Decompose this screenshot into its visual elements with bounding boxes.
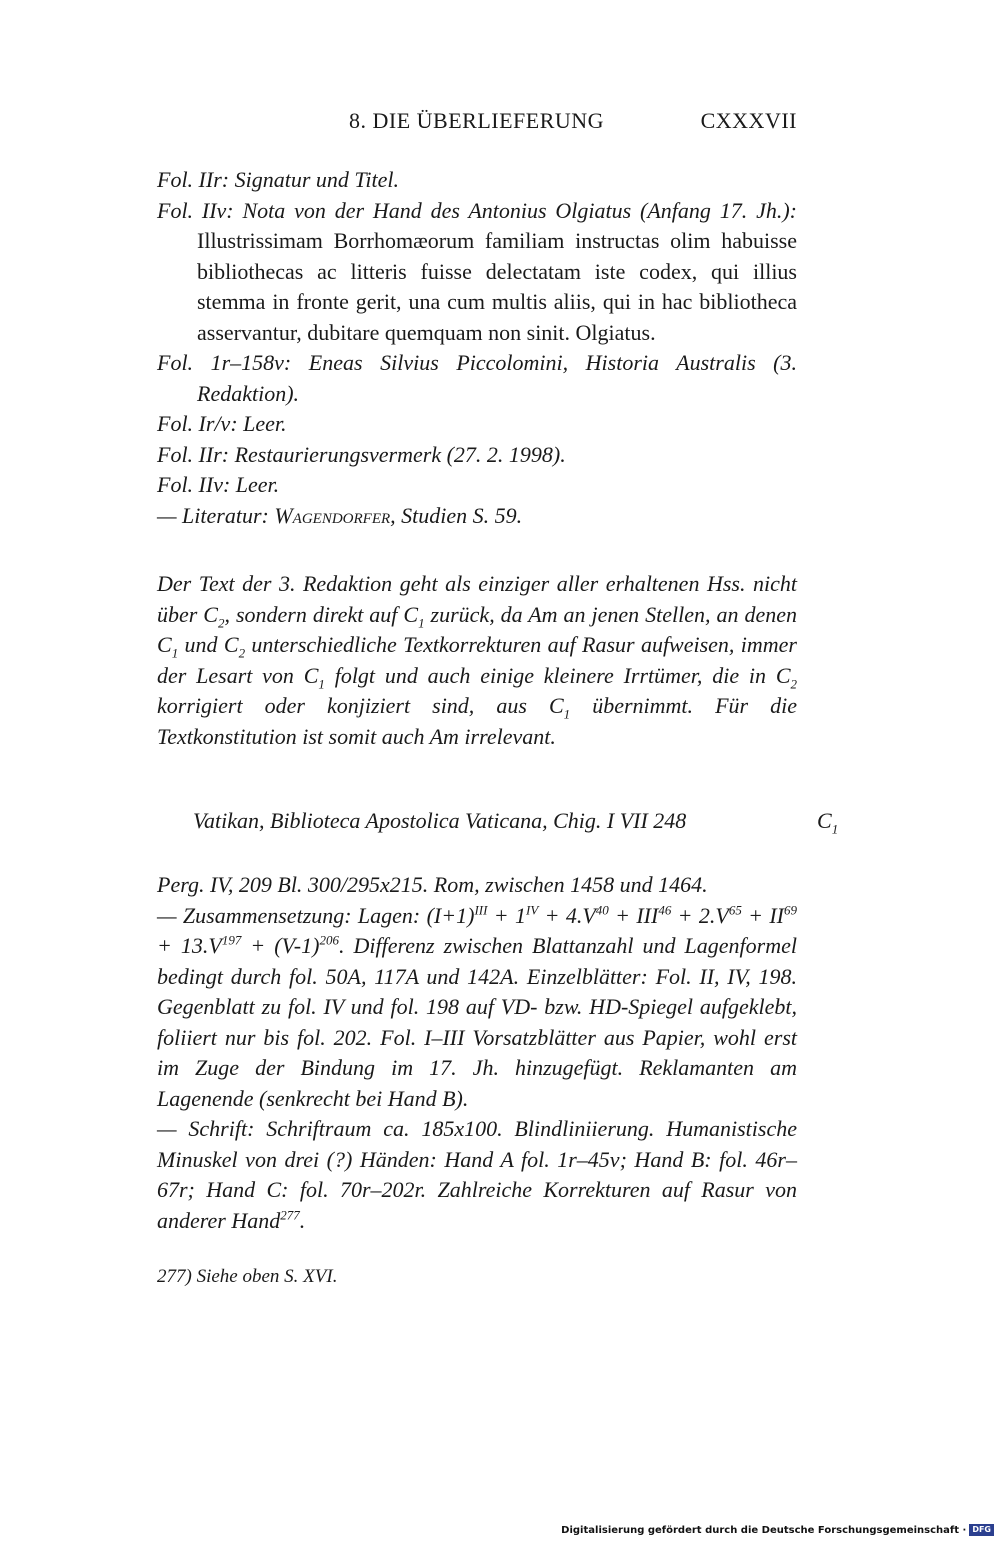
entry-label: Fol. 1r–158v: Eneas Silvius Piccolomini, Historia Australis (3. Redaktion).	[157, 350, 797, 406]
footnote-ref[interactable]: 277	[280, 1207, 300, 1223]
entry-fol-iir	[157, 165, 797, 196]
entry-label: Fol. IIr: Signatur und Titel.	[157, 167, 399, 192]
entry-fol-iir-restaurierung	[157, 440, 797, 471]
entry-label: Fol. IIv: Nota von der Hand des Antonius Olgiatus (Anfang 17. Jh.):	[157, 197, 797, 223]
main-text	[157, 165, 839, 1293]
dfg-logo-icon: DFG	[969, 1524, 994, 1536]
manuscript-siglum: $C_1$	[817, 808, 839, 837]
page-number: CXXXVII	[700, 108, 797, 133]
chapter-title: 8. DIE ÜBERLIEFERUNG	[349, 108, 605, 133]
manuscript-heading	[157, 806, 839, 840]
manuscript-title: Vatikan, Biblioteca Apostolica Vaticana, Chig. I VII 248	[193, 808, 687, 833]
running-head	[157, 108, 797, 138]
credit-text: Digitalisierung gefördert durch die Deutsche Forschungsgemeinschaft ·	[561, 1524, 967, 1536]
redaction-paragraph: Der Text der 3. Redaktion geht als einziger aller erhaltenen Hss. nicht über $C_2$, sondern direkt auf $C_1$ zurück, da Am an jenen Stellen, an denen $C_1$ und $C_2$ unterschiedliche Textkorrekturen auf Rasur aufweisen, immer der Lesart von $C_1$ folgt und auch einige kleinere Irrtümer, die in $C_2$ korrigiert oder konjiziert sind, aus $C_1$ übernimmt. Für die Textkonstitution ist somit auch Am irrelevant.	[157, 571, 798, 749]
manuscript-description	[157, 870, 797, 1236]
dfg-credit	[561, 1523, 994, 1537]
entry-quote: Illustrissimam Borrhomæorum familiam instructas olim habuisse bibliothecas ac litteris fuisse delectatam iste codex, qui illius stemma in fronte gerit, una cum multis aliis, qui in hac bibliotheca asservantur, dubitare quemquam non sinit. Olgiatus.	[197, 228, 797, 345]
entry-fol-1r-158v	[157, 348, 797, 409]
composition-description: — Zusammensetzung: Lagen: $(I+1)^{III} + 1^{IV} + 4.V^{40} + III^{46} + 2.V^{65} + II^{69} + 13.V^{197} + (V-1)^{206}$. Differenz zwischen Blattanzahl und Lagenformel bedingt durch fol. 50A, 117A und 142A. Einzelblätter: Fol. II, IV, 198. Gegenblatt zu fol. IV und fol. 198 auf VD- bzw. HD-Spiegel aufgeklebt, foliiert nur bis fol. 202. Fol. I–III Vorsatzblätter aus Papier, wohl erst im Zuge der Bindung im 17. Jh. hinzugefügt. Reklamanten am Lagenende (senkrecht bei Hand B).	[157, 902, 798, 1111]
author-name: Wagendorfer	[274, 502, 391, 528]
footnote: 277) Siehe oben S. XVI.	[157, 1266, 338, 1287]
script-description: — Schrift: Schriftraum ca. 185x100. Blindliniierung. Humanistische Minuskel von drei (?) Händen: Hand A fol. 1r–45v; Hand B: fol. 46r–67r; Hand C: fol. 70r–202r. Zahlreiche Korrekturen auf Rasur von anderer Hand$^{277}$.	[157, 1116, 797, 1233]
entry-fol-iiv-leer	[157, 470, 797, 501]
physical-description: Perg. IV, 209 Bl. 300/295x215. Rom, zwischen 1458 und 1464.	[157, 872, 708, 897]
entry-label: Fol. IIr: Restaurierungsvermerk (27. 2. 1998).	[157, 441, 566, 467]
literature-entry: — Literatur: Wagendorfer, Studien S. 59.	[157, 502, 523, 528]
entry-fol-iiv-nota	[157, 196, 797, 349]
entry-label: Fol. IIv: Leer.	[157, 472, 280, 497]
entry-fol-ir-v	[157, 409, 797, 440]
entry-label: Fol. Ir/v: Leer.	[157, 411, 287, 436]
